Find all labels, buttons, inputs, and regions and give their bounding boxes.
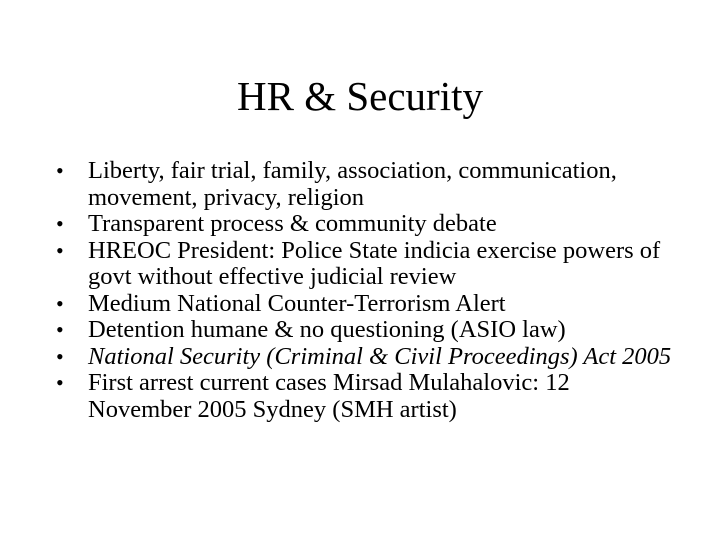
bullet-dot-icon: • [56,343,64,369]
bullet-item-detention [56,317,676,344]
bullet-text: National Security (Criminal & Civil Proceedings) Act 2005 [88,342,672,370]
bullet-list [56,158,676,423]
bullet-dot-icon: • [56,158,64,183]
bullet-item-transparent-process [56,211,676,238]
bullet-dot-icon: • [56,237,64,263]
bullet-item-national-security-act [56,344,676,371]
bullet-dot-icon: • [56,290,64,316]
bullet-item-first-arrest [56,370,676,423]
bullet-text: Detention humane & no questioning (ASIO law) [88,316,566,343]
bullet-dot-icon: • [56,211,64,236]
bullet-text: Transparent process & community debate [88,210,497,237]
bullet-dot-icon: • [56,370,64,395]
bullet-text: HREOC President: Police State indicia exercise powers of govt without effective judicial review [88,236,661,290]
bullet-item-liberty [56,158,676,211]
bullet-text: Medium National Counter-Terrorism Alert [88,289,506,317]
bullet-item-counter-terrorism-alert [56,291,676,318]
bullet-dot-icon: • [56,317,64,342]
bullet-text: Liberty, fair trial, family, association, communication, movement, privacy, religion [88,157,617,211]
slide-title: HR & Security [237,73,483,119]
bullet-item-hreoc-president [56,238,676,291]
bullet-text: First arrest current cases Mirsad Mulahalovic: 12 November 2005 Sydney (SMH artist) [88,369,570,423]
